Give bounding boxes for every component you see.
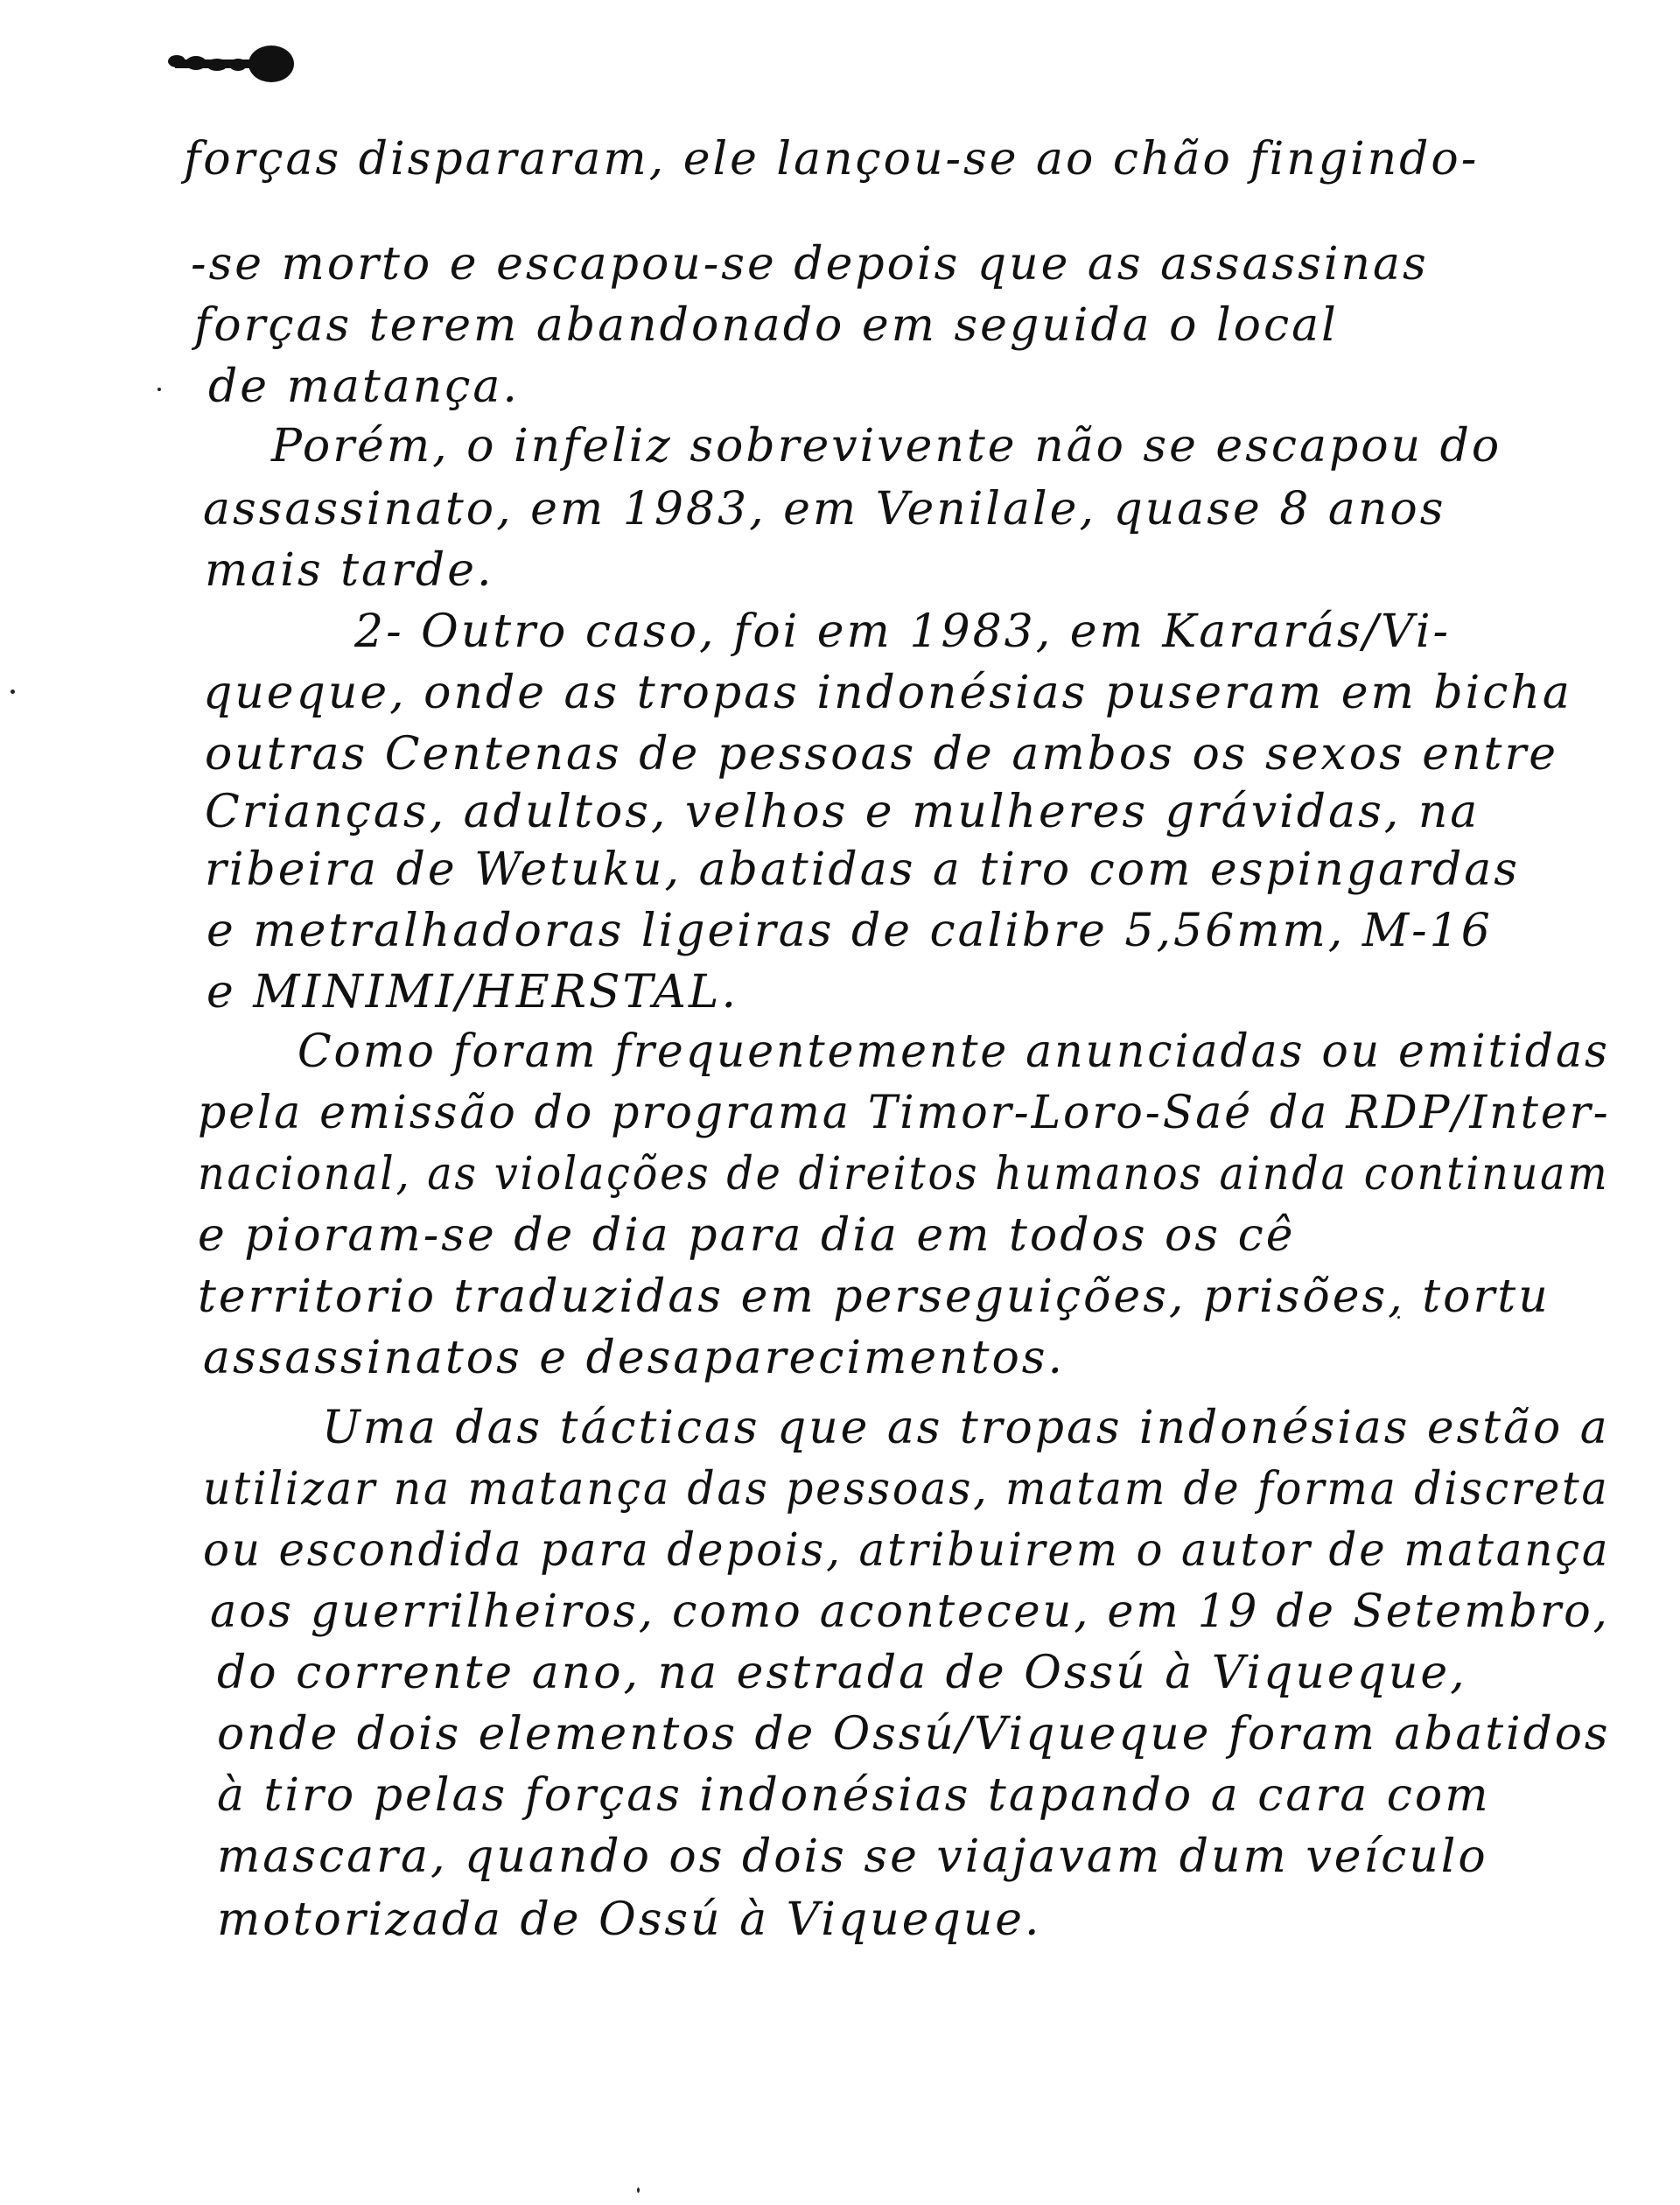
text-line: de matança. (208, 360, 520, 413)
text-line: queque, onde as tropas indonésias puseram em bicha (203, 667, 1572, 719)
text-line: e pioram-se de dia para dia em todos os cê (198, 1209, 1296, 1262)
text-line: Crianças, adultos, velhos e mulheres grávidas, na (205, 786, 1480, 838)
text-line: Uma das tácticas que as tropas indonésias estão a (322, 1402, 1610, 1454)
text-line: pela emissão do programa Timor-Loro-Saé da RDP/Inter- (198, 1087, 1611, 1139)
text-line: assassinatos e desaparecimentos. (203, 1332, 1066, 1384)
text-line: nacional, as violações de direitos humanos ainda continuam (198, 1148, 1610, 1200)
text-line: mascara, quando os dois se viajavam dum veículo (217, 1830, 1488, 1883)
text-line: e MINIMI/HERSTAL. (206, 966, 738, 1018)
text-line: ribeira de Wetuku, abatidas a tiro com espingardas (205, 844, 1520, 896)
text-line: utilizar na matança das pessoas, matam de forma discreta (203, 1463, 1610, 1516)
text-line: Como foram frequentemente anunciadas ou emitidas (298, 1026, 1610, 1078)
text-line: e metralhadoras ligeiras de calibre 5,56mm, M-16 (206, 905, 1493, 957)
text-line: assassinato, em 1983, em Venilale, quase 8 anos (203, 483, 1446, 536)
text-line: ou escondida para depois, atribuirem o autor de matança (203, 1524, 1611, 1577)
text-line: 2- Outro caso, foi em 1983, em Kararás/Vi- (354, 606, 1452, 658)
text-line: forças dispararam, ele lançou-se ao chão fingindo- (184, 133, 1480, 186)
text-line: territorio traduzidas em perseguições, prisões, tortu (198, 1270, 1550, 1323)
text-line: -se morto e escapou-se depois que as assassinas (191, 238, 1429, 290)
text-line: Porém, o infeliz sobrevivente não se escapou do (271, 420, 1502, 472)
text-line: onde dois elementos de Ossú/Viqueque foram abatidos (217, 1708, 1611, 1760)
text-line: à tiro pelas forças indonésias tapando a cara com (217, 1769, 1491, 1822)
text-line: do corrente ano, na estrada de Ossú à Viqueque, (217, 1647, 1467, 1699)
text-line: forças terem abandonado em seguida o local (194, 299, 1339, 352)
text-line: mais tarde. (205, 544, 494, 597)
text-line: outras Centenas de pessoas de ambos os sexos entre (205, 728, 1559, 780)
text-line: aos guerrilheiros, como aconteceu, em 19 de Setembro, (210, 1586, 1610, 1638)
text-line: motorizada de Ossú à Viqueque. (217, 1894, 1042, 1946)
